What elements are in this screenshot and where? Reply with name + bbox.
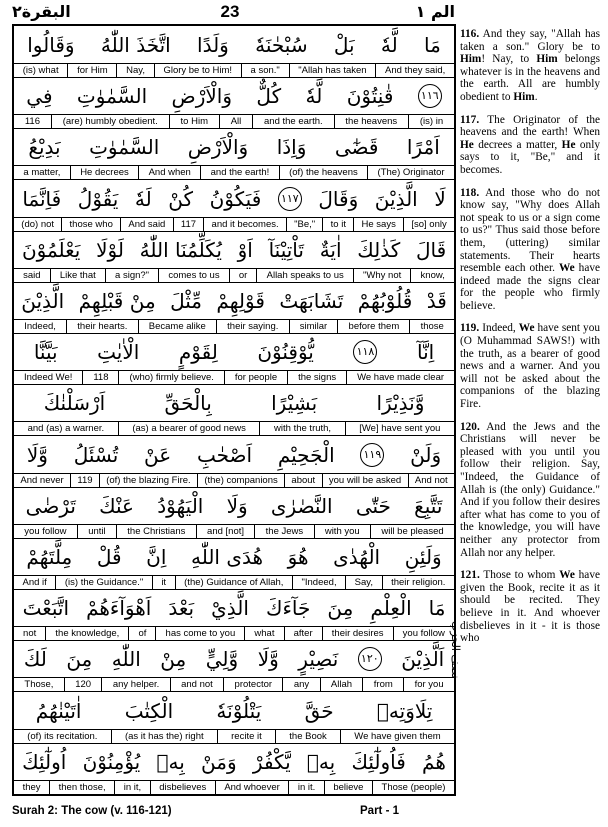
verse-translation	[460, 187, 600, 313]
gloss-cell: (of) the blazing Fire.	[99, 474, 197, 487]
arabic-word: اَرْسَلْنٰكَ	[43, 391, 106, 416]
gloss-cell: And not	[408, 474, 454, 487]
english-gloss-line	[14, 575, 454, 590]
arabic-line	[14, 233, 454, 267]
arabic-word: النَّصٰرٰى	[270, 493, 333, 518]
gloss-cell: He says	[353, 218, 403, 231]
gloss-cell: Allah speaks to us	[256, 269, 352, 282]
gloss-cell: And if	[22, 577, 47, 588]
translation-text: have given the Book, recite it as it should be recited. They believe in it. And whoever disbelieves in it - it is those who	[460, 569, 600, 645]
gloss-cell: any	[282, 678, 319, 691]
arabic-word: مِلَّتَهُمْ	[26, 545, 73, 569]
gloss-cell: those	[409, 320, 454, 333]
gloss-cell: "Why not	[353, 269, 411, 282]
gloss-cell: (as it has the) right	[111, 730, 217, 743]
gloss-cell: (is) what	[22, 65, 59, 76]
arabic-word: يَقُوْلُ	[77, 186, 119, 211]
gloss-cell: they	[22, 781, 41, 793]
arabic-word: السَّمٰوٰتِ	[89, 135, 160, 160]
gloss-cell: and [not]	[196, 525, 255, 538]
arabic-word: الْاٰيٰتِ	[97, 340, 140, 365]
emphasized-pronoun: Him	[460, 53, 482, 66]
arabic-word: بَيَّنَّا	[33, 340, 58, 365]
arabic-word: اَلَّذِيْنَ	[401, 647, 445, 672]
arabic-line	[14, 591, 454, 625]
gloss-cell: for Him	[67, 64, 116, 77]
verse-number: 120.	[460, 420, 480, 433]
gloss-cell: it	[152, 576, 175, 589]
gloss-cell: their hearts.	[66, 320, 138, 333]
arabic-word: اتَّبَعْتَ	[22, 596, 70, 621]
gloss-cell: with you	[314, 525, 371, 538]
arabic-word: جَآءَكَ	[266, 596, 311, 621]
gloss-cell: their desires	[322, 627, 393, 640]
page-number: 23	[220, 2, 240, 21]
gloss-cell: about	[284, 474, 321, 487]
gloss-cell: 117	[173, 218, 204, 231]
emphasized-pronoun: We	[559, 569, 575, 582]
arabic-word: بَدِيْعُ	[28, 135, 61, 160]
gloss-cell: (do) not	[21, 218, 55, 230]
arabic-word: وَّلِيٍّ	[205, 647, 239, 672]
arabic-word: وَقَالَ	[318, 186, 359, 211]
translation-text: only says to it, "Be," and it becomes.	[460, 138, 600, 176]
arabic-word: بِهٖ	[306, 749, 336, 774]
arabic-word: مِّثْلَ	[170, 289, 202, 313]
arabic-word: وَلَا	[226, 493, 248, 518]
arabic-word: هُوَ	[287, 545, 309, 569]
ayah-number-mark: ١١٩	[360, 443, 384, 467]
english-gloss-line	[14, 319, 454, 334]
gloss-cell: (are) humbly obedient.	[51, 115, 169, 128]
arabic-word: يَّكْفُرْ	[252, 749, 291, 774]
translation-text: And they say, "Allah has taken a son." Glory be to	[460, 28, 601, 53]
gloss-cell: (who) firmly believe.	[118, 371, 223, 384]
arabic-word: تَشَابَهَتْ	[279, 289, 344, 313]
arabic-word: الْجَحِيْمِ	[277, 442, 335, 467]
arabic-word: فَيَكُوْنُ	[209, 186, 262, 211]
gloss-cell: And when	[138, 166, 200, 179]
emphasized-pronoun: We	[518, 322, 535, 335]
gloss-cell: believe	[324, 781, 372, 794]
gloss-cell: (as) a bearer of good news	[118, 422, 260, 435]
arabic-word: يُّوْقِنُوْنَ	[257, 340, 314, 365]
arabic-word: لَهٗ	[134, 186, 152, 211]
gloss-cell: and not	[170, 678, 223, 691]
gloss-cell: to Him	[169, 115, 219, 128]
gloss-cell: [so] only	[403, 218, 454, 231]
gloss-cell: you follow	[24, 525, 67, 537]
arabic-word: اَصْحٰبِ	[196, 442, 253, 467]
gloss-cell: All	[219, 115, 252, 128]
gloss-cell: (is) the Guidance."	[55, 576, 151, 589]
ayah-number-mark: ١١٦	[418, 84, 442, 108]
arabic-line	[14, 130, 454, 164]
gloss-cell: We have made clear	[346, 371, 454, 384]
translation-text: Indeed,	[482, 322, 519, 335]
arabic-word: وَلَئِنِ	[404, 545, 442, 569]
gloss-cell: 119	[70, 474, 99, 487]
arabic-word: تَاْتِيْنَآ	[268, 237, 304, 262]
arabic-word: لَا	[434, 186, 446, 211]
arabic-line	[14, 438, 454, 472]
arabic-word: الْعِلْمِ	[370, 596, 412, 621]
ayah-number-mark: ١١٨	[353, 340, 377, 364]
translation-text: The Originator of the heavens and the earth! When	[460, 113, 601, 139]
arabic-word: الْهُدٰى	[333, 545, 381, 569]
arabic-word: وَالْاَرْضِ	[187, 135, 249, 160]
gloss-cell: Glory be to Him!	[154, 64, 241, 77]
gloss-cell: And they said,	[375, 64, 454, 77]
gloss-cell: the knowledge,	[45, 627, 128, 640]
arabic-word: وَقَالُوا	[27, 33, 75, 57]
arabic-word: يَتْلُوْنَهٗ	[216, 698, 262, 723]
arabic-word: قُلُوْبُهُمْ	[357, 289, 413, 313]
english-gloss-line	[14, 473, 454, 488]
arabic-line	[14, 694, 454, 728]
arabic-word: كُنْ	[168, 186, 194, 211]
english-gloss-line	[14, 268, 454, 283]
arabic-word: نَصِيْرٍ	[298, 647, 339, 672]
emphasized-pronoun: Him	[536, 53, 558, 66]
arabic-word: وَمَنْ	[201, 749, 237, 774]
gloss-cell: in it,	[114, 781, 150, 794]
arabic-word: الْيَهُوْدُ	[157, 493, 204, 518]
gloss-cell: 116	[24, 116, 40, 128]
gloss-cell: similar	[289, 320, 338, 333]
gloss-cell: "Indeed,	[292, 576, 345, 589]
gloss-cell: their religion.	[382, 576, 454, 589]
gloss-cell: their saying.	[216, 320, 289, 333]
gloss-cell: Allah	[320, 678, 363, 691]
arabic-word: يُؤْمِنُوْنَ	[82, 749, 141, 774]
gloss-cell: a son."	[241, 64, 289, 77]
english-gloss-line	[14, 780, 454, 795]
emphasized-pronoun: We	[558, 262, 575, 275]
gloss-cell: disbelieves	[150, 781, 215, 794]
arabic-word: اَهْوَآءَهُمْ	[86, 596, 152, 621]
translation-text: And those who do not know say, "Why does Allah not speak to us or a sign come to us?" Thus said those before them, (uttering) similar statements. Their hearts resemble each other.	[460, 186, 601, 275]
gloss-cell: what	[244, 627, 283, 640]
gloss-cell: (The) Originator	[367, 166, 454, 179]
gloss-cell: (of) its recitation.	[27, 730, 98, 742]
arabic-word: الَّذِيْ	[211, 596, 249, 621]
verse-translation	[460, 28, 600, 104]
verse-translation	[460, 114, 600, 177]
arabic-line	[14, 745, 454, 779]
gloss-cell: (of) the heavens	[279, 166, 367, 179]
arabic-word: عَنْ	[144, 442, 172, 467]
gloss-cell: any helper.	[101, 678, 169, 691]
arabic-word: لَكَ	[23, 647, 47, 672]
arabic-word: اُولٰٓئِكَ	[22, 749, 67, 774]
arabic-word: بِهٖ	[156, 749, 185, 774]
translation-text: decrees a matter,	[473, 138, 562, 151]
gloss-cell: protector	[223, 678, 282, 691]
verse-number: 118.	[460, 186, 480, 199]
arabic-word: مِنْ قَبْلِهِمْ	[78, 289, 156, 313]
arabic-word: كَذٰلِكَ	[357, 237, 401, 262]
arabic-line	[14, 284, 454, 318]
gloss-cell: and the earth!	[200, 166, 278, 179]
gloss-cell: a matter,	[23, 167, 61, 179]
gloss-cell: And said	[120, 218, 173, 231]
arabic-word: وَاِذَا	[276, 135, 307, 160]
gloss-cell: or	[229, 269, 257, 282]
gloss-cell: to it	[322, 218, 353, 231]
word-by-word-panel	[12, 24, 456, 796]
gloss-cell: not	[23, 628, 37, 640]
gloss-cell: from	[362, 678, 403, 691]
gloss-cell: of	[128, 627, 155, 640]
translation-text: .	[534, 90, 538, 103]
english-gloss-line	[14, 165, 454, 180]
gloss-cell: until	[77, 525, 116, 538]
arabic-line	[14, 79, 454, 113]
arabic-word: مَا	[424, 33, 441, 57]
gloss-cell: We have given them	[340, 730, 454, 743]
arabic-word: اتَّخَذَ اللّٰهُ	[100, 33, 171, 57]
arabic-line	[14, 642, 454, 676]
english-gloss-line	[14, 114, 454, 129]
gloss-cell: the Jews	[254, 525, 313, 538]
gloss-cell: Nay,	[116, 64, 153, 77]
footer-surah-info: Surah 2: The cow (v. 116-121)	[12, 805, 172, 817]
arabic-word: بِالْحَقِّ	[164, 391, 212, 416]
arabic-word: كُلٌّ	[256, 84, 282, 109]
arabic-line	[14, 335, 454, 369]
emphasized-pronoun: Him	[513, 90, 535, 103]
arabic-word: وَلَدًا	[197, 33, 229, 57]
gloss-cell: and the earth.	[252, 115, 333, 128]
gloss-cell: you follow	[393, 627, 454, 640]
gloss-cell: And whoever	[215, 781, 289, 794]
arabic-word: قٰنِتُوْنَ	[346, 84, 394, 109]
verse-translation	[460, 569, 600, 645]
arabic-word: فِي	[26, 84, 53, 109]
gloss-cell: for people	[224, 371, 287, 384]
arabic-word: وَالْاَرْضِ	[171, 84, 233, 109]
arabic-word: وَّلَا	[26, 442, 48, 467]
juz-header: الم ١	[415, 2, 455, 21]
translation-column	[460, 28, 600, 655]
arabic-word: يُكَلِّمُنَا اللّٰهُ	[139, 237, 222, 262]
arabic-word: لَوْلَا	[96, 237, 124, 262]
arabic-word: وَّلَا	[257, 647, 279, 672]
gloss-cell: 120	[64, 678, 102, 691]
gloss-cell: Indeed,	[24, 321, 56, 332]
gloss-cell: recite it	[217, 730, 275, 743]
gloss-cell: with the truth,	[259, 422, 344, 435]
arabic-word: الْكِتٰبَ	[124, 698, 174, 723]
verse-translation	[460, 322, 600, 410]
gloss-cell: a sign?"	[105, 269, 158, 282]
translation-text: And the Jews and the Christians will never be pleased with you until you follow their religion. Say, "Indeed, the Guidance of Allah is (the only) Guidance." And if you follow their desires after what has come to you of the knowledge, you will have neither any protector from Allah nor any helper.	[460, 420, 600, 559]
arabic-word: لِقَوْمٍ	[178, 340, 218, 365]
gloss-cell: after	[284, 627, 322, 640]
arabic-word: اٰتَيْنٰهُمُ	[35, 698, 82, 723]
gloss-cell: Indeed We!	[23, 372, 73, 384]
gloss-cell: "Allah has taken	[289, 64, 376, 77]
arabic-word: السَّمٰوٰتِ	[76, 84, 148, 109]
gloss-cell: [We] have sent you	[345, 422, 454, 435]
arabic-word: تُسْئَلُ	[73, 442, 119, 467]
gloss-cell: (the) Guidance of Allah,	[175, 576, 292, 589]
arabic-word: مَا	[428, 596, 446, 621]
gloss-cell: has come to you	[155, 627, 244, 640]
footer-part: Part - 1	[360, 805, 399, 817]
gloss-cell: said	[23, 269, 41, 281]
arabic-word: اِنَّآ	[417, 340, 435, 365]
arabic-word: لَّهٗ	[305, 84, 323, 109]
gloss-cell: And never	[20, 474, 64, 486]
gloss-cell: the Christians	[116, 525, 196, 538]
verse-translation	[460, 421, 600, 560]
arabic-line	[14, 489, 454, 523]
arabic-word: حَتّٰى	[355, 493, 391, 518]
gloss-cell: will be pleased	[370, 525, 454, 538]
verse-number: 116.	[460, 28, 480, 40]
arabic-word: عَنْكَ	[99, 493, 134, 518]
arabic-word: مِنْ	[160, 647, 187, 672]
gloss-cell: for you	[403, 678, 454, 691]
emphasized-pronoun: He	[561, 138, 576, 151]
translation-text: have sent you (O Muhammad SAWS!) with the truth, as a bearer of good news and a warner. And you will not be asked about the companions of the blazing Fire.	[460, 322, 600, 411]
arabic-word: اَوْ	[237, 237, 253, 262]
translation-text: ! Nay, to	[481, 53, 537, 66]
arabic-word: الَّذِيْنَ	[374, 186, 418, 211]
arabic-word: قَضٰٓى	[334, 135, 379, 160]
verse-number: 117.	[460, 113, 480, 126]
verse-number: 119.	[460, 322, 480, 335]
ayah-number-mark: ١٢٠	[358, 647, 382, 671]
english-gloss-line	[14, 626, 454, 641]
surah-name-header: البقرة٢	[12, 2, 71, 21]
gloss-cell: Say,	[345, 576, 381, 589]
arabic-word: سُبْحٰنَهٗ	[255, 33, 308, 57]
gloss-cell: comes to us	[158, 269, 229, 282]
english-gloss-line	[14, 421, 454, 436]
arabic-word: قَدْ	[426, 289, 447, 313]
translation-text: Those to whom	[483, 569, 560, 582]
arabic-word: بَعْدَ	[168, 596, 195, 621]
translation-text: have indeed made the signs clear for the people who firmly believe.	[460, 262, 600, 312]
gloss-cell: He decrees	[70, 166, 138, 179]
english-gloss-line	[14, 63, 454, 78]
gloss-cell: those who	[61, 218, 120, 231]
arabic-word: اللّٰهِ	[111, 647, 141, 672]
gloss-cell: 118	[82, 371, 118, 384]
arabic-word: اٰيَةٌ	[319, 237, 342, 262]
arabic-word: قَوْلِهِمْ	[216, 289, 265, 313]
arabic-line	[14, 28, 454, 62]
translation-text: belongs whatever is in the heavens and the earth. All are humbly obedient to	[460, 53, 601, 103]
english-gloss-line	[14, 524, 454, 539]
arabic-word: لَّهٗ	[380, 33, 398, 57]
gloss-cell: the signs	[287, 371, 346, 384]
arabic-word: بَشِيْرًا	[271, 391, 318, 416]
arabic-word: هُدَى اللّٰهِ	[190, 545, 264, 569]
gloss-cell: and (as) a warner.	[27, 423, 105, 435]
arabic-line	[14, 540, 454, 574]
arabic-word: قَالَ	[415, 237, 447, 262]
arabic-word: مِنَ	[66, 647, 93, 672]
gloss-cell: the Book	[275, 730, 340, 743]
arabic-word: اَمْرًا	[406, 135, 440, 160]
english-gloss-line	[14, 729, 454, 744]
arabic-word: حَقَّ	[304, 698, 334, 723]
arabic-word: بَلْ	[333, 33, 355, 57]
arabic-word: فَاِنَّمَا	[22, 186, 62, 211]
arabic-word: فَاُولٰٓئِكَ	[351, 749, 406, 774]
gloss-cell: before them	[337, 320, 409, 333]
arabic-word: اِنَّ	[146, 545, 167, 569]
arabic-word: وَلَنْ	[410, 442, 442, 467]
gloss-cell: in it.	[288, 781, 324, 794]
arabic-word: مِنَ	[327, 596, 354, 621]
arabic-word: تَتَّبِعَ	[414, 493, 443, 518]
arabic-word: تِلَاوَتِهٖ	[376, 698, 433, 723]
arabic-line	[14, 386, 454, 420]
gloss-cell: Those,	[24, 679, 54, 691]
english-gloss-line	[14, 370, 454, 385]
hizb-marker: نصف الحزب	[449, 621, 462, 679]
arabic-word: هُمُ	[422, 749, 446, 774]
gloss-cell: Those (people)	[372, 781, 454, 794]
gloss-cell: know,	[410, 269, 454, 282]
arabic-word: يَعْلَمُوْنَ	[21, 237, 81, 262]
english-gloss-line	[14, 677, 454, 692]
gloss-cell: (the) companions	[197, 474, 284, 487]
arabic-word: تَرْضٰى	[25, 493, 76, 518]
arabic-word: الَّذِيْنَ	[21, 289, 65, 313]
gloss-cell: "Be,"	[286, 218, 323, 231]
gloss-cell: Like that	[50, 269, 105, 282]
emphasized-pronoun: He	[460, 138, 474, 151]
gloss-cell: then those,	[49, 781, 114, 794]
arabic-word: قُلْ	[96, 545, 122, 569]
gloss-cell: Became alike	[138, 320, 216, 333]
gloss-cell: you will be asked	[322, 474, 408, 487]
arabic-word: وَّنَذِيْرًا	[376, 391, 425, 416]
gloss-cell: the heavens	[334, 115, 409, 128]
arabic-line	[14, 182, 454, 216]
ayah-number-mark: ١١٧	[278, 187, 302, 211]
gloss-cell: (is) in	[408, 115, 454, 128]
english-gloss-line	[14, 217, 454, 232]
verse-number: 121.	[460, 569, 480, 582]
gloss-cell: and it becomes.	[203, 218, 286, 231]
